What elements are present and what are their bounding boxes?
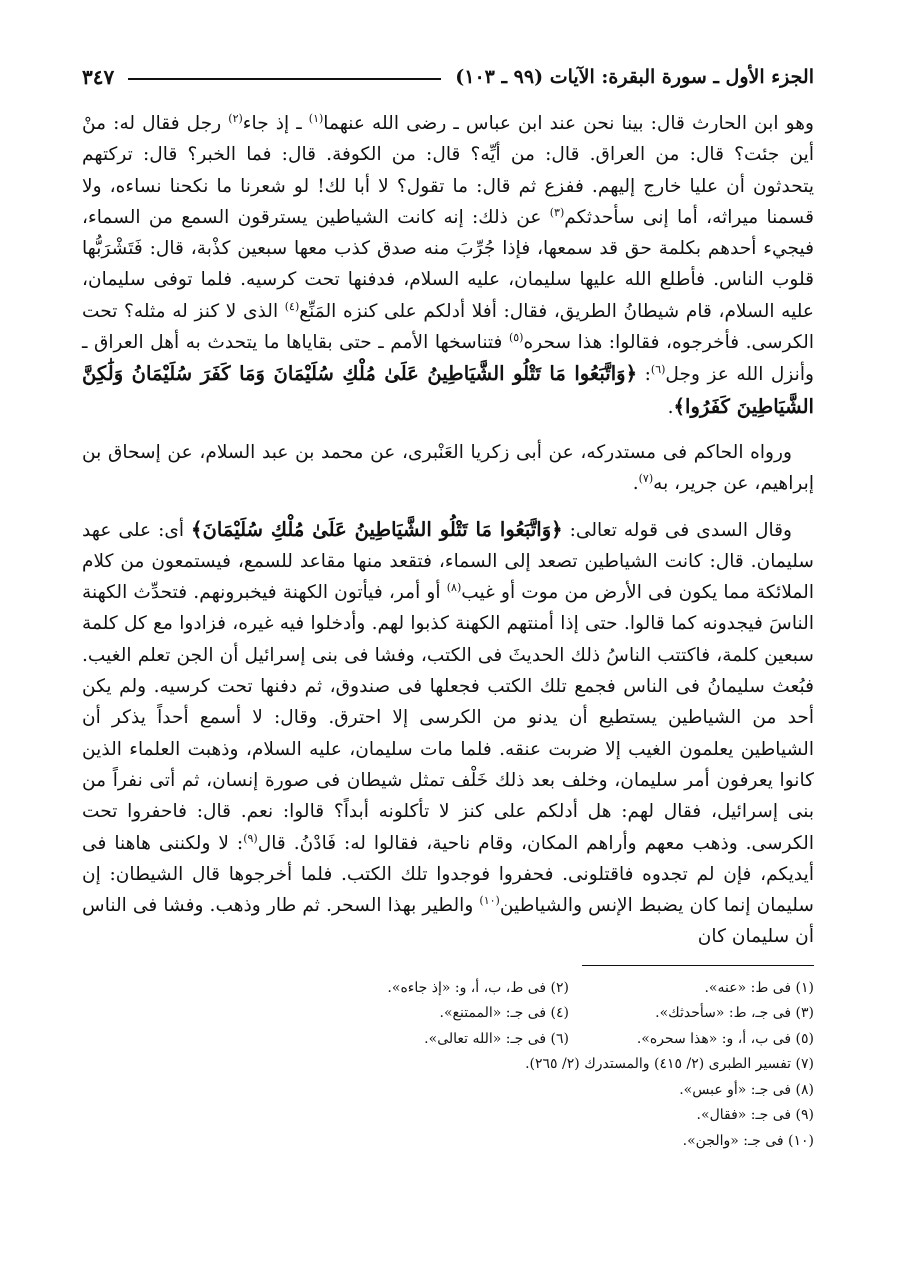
- footnote-row: [82, 1052, 814, 1078]
- footnote-ref: (٩): [243, 831, 258, 845]
- footnote-row: [82, 1129, 814, 1155]
- text-span: والطير بهذا السحر. ثم طار وذهب. وفشا فى الناس أن سليمان كان: [82, 895, 814, 948]
- text-span: :: [637, 364, 651, 386]
- footnote-9: (٩) فى جـ: «فقال».: [696, 1107, 814, 1124]
- footnote-ref: (١): [308, 111, 324, 125]
- footnote-row: [82, 1103, 814, 1129]
- footnote-row: [82, 1078, 814, 1104]
- footnote-ref: (٧): [638, 472, 654, 486]
- text-span: وقال السدى فى قوله تعالى:: [562, 519, 792, 541]
- body-text: [82, 108, 814, 953]
- paragraph-3: [82, 514, 814, 953]
- text-span: وهو ابن الحارث قال: بينا نحن عند ابن عباس ـ رضى الله عنهما: [323, 113, 814, 134]
- page-number: ٣٤٧: [82, 65, 115, 89]
- footnote-1: (١) فى ط: «عنه».: [704, 979, 814, 996]
- text-span: عن ذلك: إنه كانت الشياطين يسترقون السمع من السماء، فيجيء أحدهم بكلمة حق قد سمعها، فإذا جُرِّبَ منه صدق كذب معها سبعين كذْبة، قال: فَتَشْرَبُّها قلوب الناس. فأطلع الله عليها سليمان، عليه السلام، فدفنها تحت كرسيه. فلما توفى سليمان، عليه السلام، قام شيطانُ الطريق، فقال: أفلا أدلكم على كنزه المَنِّع: [82, 206, 814, 322]
- text-span: فتناسخها الأمم ـ حتى بقاياها ما يتحدث به أهل العراق ـ وأنزل الله عز وجل: [82, 332, 814, 386]
- footnote-row: [82, 1027, 814, 1053]
- text-span: ـ إذ جاء: [242, 113, 309, 134]
- footnote-ref: (٣): [549, 205, 565, 219]
- text-span: ورواه الحاكم فى مستدركه، عن أبى زكريا العَنْبرى، عن محمد بن عبد السلام، عن إسحاق بن إبراهيم، عن جرير، به: [82, 441, 814, 495]
- running-header: [82, 60, 814, 94]
- footnote-ref: (٨): [446, 580, 462, 594]
- footnote-separator: [582, 965, 814, 966]
- footnote-8: (٨) فى جـ: «أو عبس».: [679, 1081, 814, 1098]
- text-span: رجل فقال له: منْ أين جئت؟ قال: من العراق. قال: من أيِّه؟ قال: من الكوفة. قال: فما الخبر؟ قال: تركتهم يتحدثون أن عليا خارج إليهم. ففزع ثم قال: ما تقول؟ لا أبا لك! لو شعرنا ما نكحنا نساءه، ولا قسمنا ميراثه، أما إنى سأحدثكم: [82, 113, 814, 228]
- paragraph-1: [82, 108, 814, 423]
- footnote-ref: (٦): [650, 363, 666, 377]
- footnote-10: (١٠) فى جـ: «والجن».: [682, 1132, 814, 1149]
- quran-verse: ﴿وَاتَّبَعُوا مَا تَتْلُو الشَّيَاطِينُ عَلَىٰ مُلْكِ سُلَيْمَانَ﴾: [191, 517, 563, 541]
- text-span: .: [632, 473, 639, 495]
- footnote-2: (٢) فى ط، ب، أ، و: «إذ جاءه».: [387, 979, 569, 996]
- quran-verse: ﴿وَاتَّبَعُوا مَا تَتْلُو الشَّيَاطِينُ عَلَىٰ مُلْكِ سُلَيْمَانَ وَمَا كَفَرَ سُلَيْمَانُ وَلَٰكِنَّ الشَّيَاطِينَ كَفَرُوا﴾: [82, 362, 814, 418]
- footnote-3: (٣) فى جـ، ط: «سأحدثك».: [655, 1005, 814, 1022]
- footnote-row: [82, 976, 814, 1002]
- footnote-5: (٥) فى ب، أ، و: «هذا سحره».: [636, 1030, 814, 1047]
- footnote-6: (٦) فى جـ: «الله تعالى».: [424, 1030, 569, 1047]
- text-span: أو أمر، فيأتون الكهنة فيخبرونهم. فتحدِّث الكهنة الناسَ فيجدونه كما قالوا. حتى إذا أمنتهم الكهنة كذبوا لهم. وأدخلوا فيه غيره، فزادوا مع كل كلمة سبعين كلمة، فاكتتب الناسُ ذلك الحديثَ فى الكتب، وفشا فى بنى إسرائيل أن الجن تعلم الغيب. فبُعث سليمانُ فى الناس فجمع تلك الكتب فجعلها فى صندوق، ثم دفنها تحت كرسيه. ولم يكن أحد من الشياطين يستطيع أن يدنو من الكرسى إلا احترق. وقال: لا أسمع أحداً يذكر أن الشياطين يعلمون الغيب إلا ضربت عنقه. فلما مات سليمان، عليه السلام، وذهبت العلماء الذين كانوا يعرفون أمر سليمان، وخلف بعد ذلك خَلْف تمثل شيطان فى صورة إنسان، ثم أتى نفراً من بنى إسرائيل، فقال لهم: هل أدلكم على كنز لا تأكلونه أبداً؟ قالوا: نعم. قال: فاحفروا تحت الكرسى. وذهب معهم وأراهم المكان، وقام ناحية، فقالوا له: فَادْنُ. قال: [82, 582, 814, 854]
- text-span: : لا ولكننى هاهنا فى أيديكم، فإن لم تجدوه فاقتلونى. فحفروا فوجدوا تلك الكتب. فلما أخرجوها قال الشيطان: إن سليمان إنما كان يضبط الإنس والشياطين: [82, 832, 814, 917]
- footnote-ref: (٥): [508, 330, 524, 344]
- header-rule: [128, 78, 441, 80]
- text-span: الذى لا كنز له مثله؟ تحت الكرسى. فأخرجوه، فقالوا: هذا سحره: [82, 300, 814, 354]
- footnote-4: (٤) فى جـ: «الممتنع».: [439, 1005, 569, 1022]
- footnotes: [82, 976, 814, 1155]
- paragraph-2: [82, 437, 814, 500]
- footnote-ref: (٢): [228, 111, 243, 125]
- book-page: [82, 60, 814, 1220]
- footnote-7: (٧) تفسير الطبرى (٢/ ٤١٥) والمستدرك (٢/ ٢٦٥).: [525, 1056, 814, 1073]
- header-title: الجزء الأول ـ سورة البقرة: الآيات (٩٩ ـ ١٠٣): [455, 66, 814, 88]
- footnote-row: [82, 1001, 814, 1027]
- footnote-ref: (٤): [284, 299, 300, 313]
- text-span: أى: على عهد سليمان. قال: كانت الشياطين تصعد إلى السماء، فتقعد منها مقاعد للسمع، فيستمعون من كلام الملائكة مما يكون فى الأرض من موت أو غيب: [82, 519, 815, 604]
- footnote-ref: (١٠): [479, 893, 500, 907]
- text-span: .: [667, 396, 674, 418]
